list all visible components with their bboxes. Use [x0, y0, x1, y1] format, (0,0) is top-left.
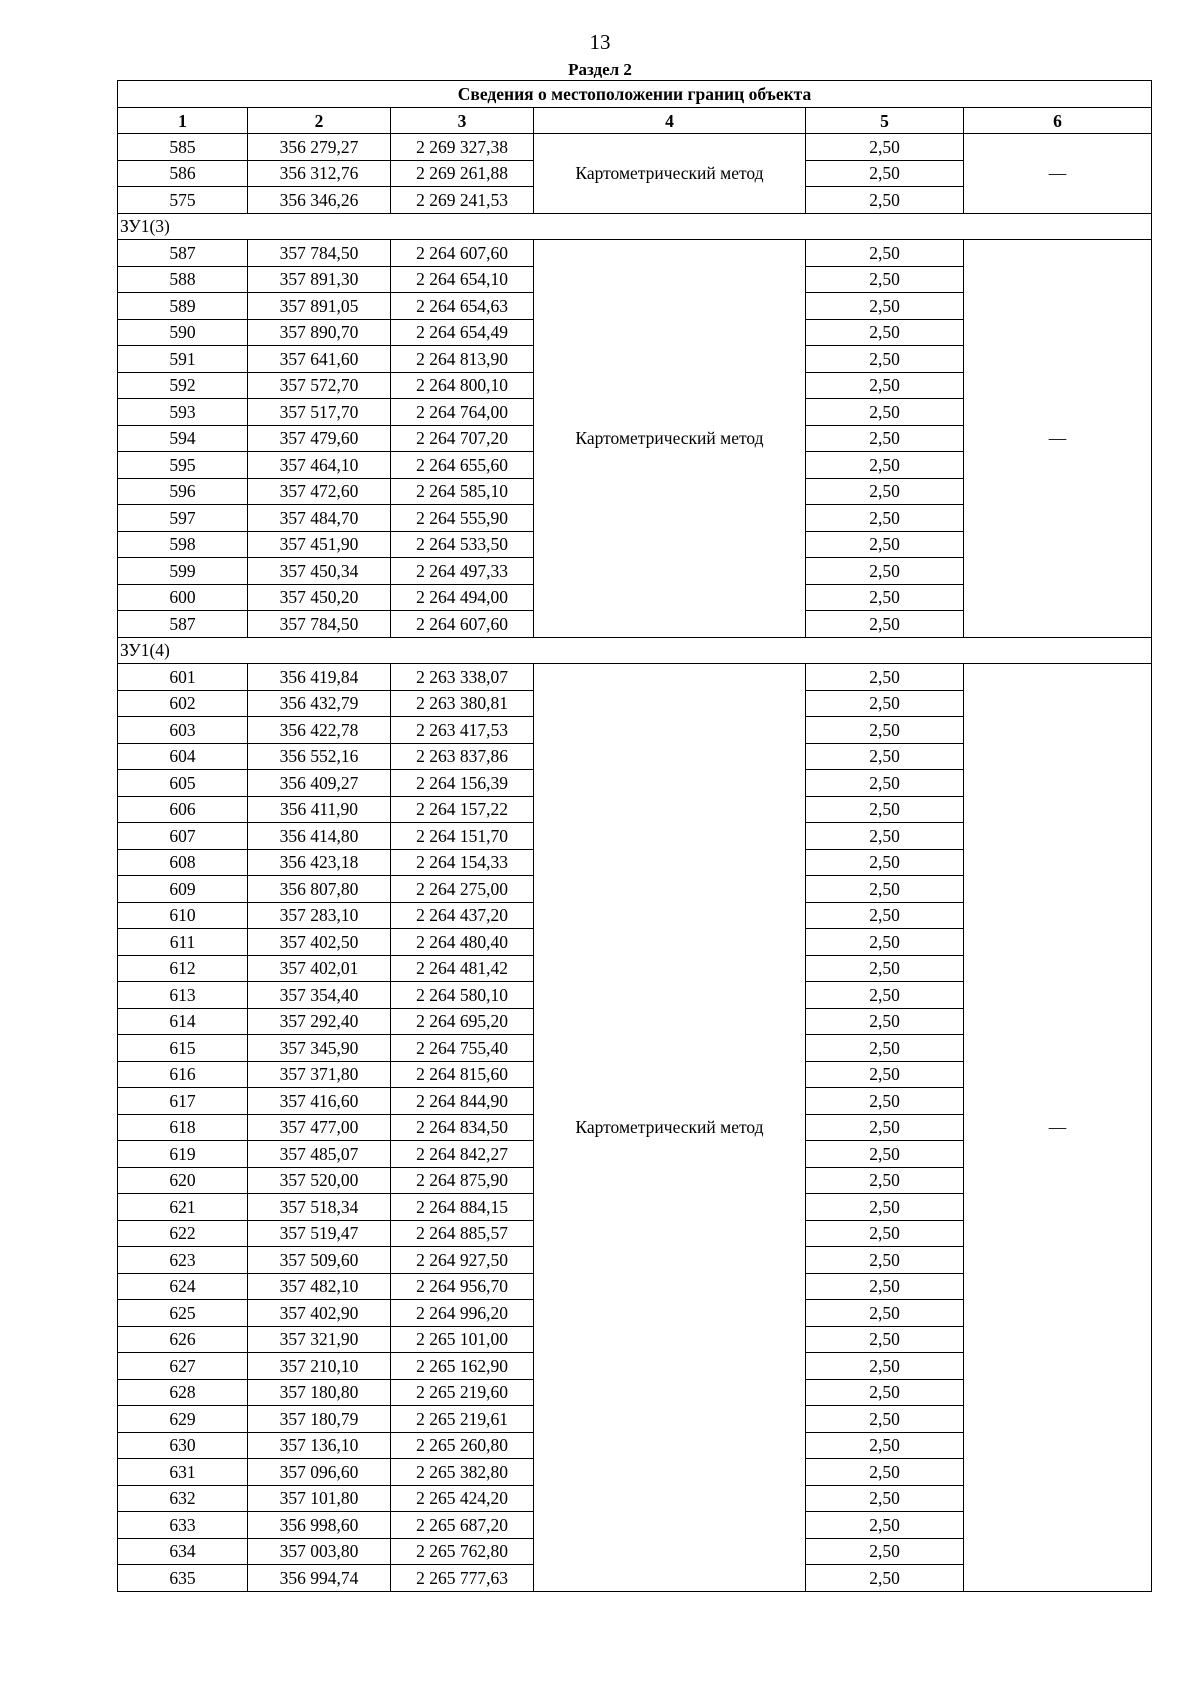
accuracy-value: 2,50 [806, 240, 964, 267]
accuracy-value: 2,50 [806, 1459, 964, 1486]
accuracy-value: 2,50 [806, 849, 964, 876]
point-number: 614 [118, 1008, 248, 1035]
y-coordinate: 2 265 424,20 [391, 1485, 534, 1512]
accuracy-value: 2,50 [806, 1061, 964, 1088]
x-coordinate: 357 477,00 [248, 1114, 391, 1141]
y-coordinate: 2 264 607,60 [391, 611, 534, 638]
accuracy-value: 2,50 [806, 187, 964, 214]
x-coordinate: 357 354,40 [248, 982, 391, 1009]
x-coordinate: 357 096,60 [248, 1459, 391, 1486]
x-coordinate: 357 283,10 [248, 902, 391, 929]
point-number: 622 [118, 1220, 248, 1247]
y-coordinate: 2 264 156,39 [391, 770, 534, 797]
point-number: 594 [118, 425, 248, 452]
accuracy-value: 2,50 [806, 372, 964, 399]
point-number: 624 [118, 1273, 248, 1300]
y-coordinate: 2 265 162,90 [391, 1353, 534, 1380]
point-number: 589 [118, 293, 248, 320]
x-coordinate: 356 552,16 [248, 743, 391, 770]
accuracy-value: 2,50 [806, 902, 964, 929]
accuracy-value: 2,50 [806, 690, 964, 717]
point-number: 599 [118, 558, 248, 585]
table-row [118, 664, 1152, 691]
point-number: 611 [118, 929, 248, 956]
accuracy-value: 2,50 [806, 1406, 964, 1433]
y-coordinate: 2 263 417,53 [391, 717, 534, 744]
y-coordinate: 2 269 261,88 [391, 160, 534, 187]
y-coordinate: 2 264 157,22 [391, 796, 534, 823]
x-coordinate: 356 807,80 [248, 876, 391, 903]
column-number: 4 [534, 108, 806, 134]
y-coordinate: 2 269 241,53 [391, 187, 534, 214]
point-number: 608 [118, 849, 248, 876]
table-body [118, 134, 1152, 1592]
point-number: 627 [118, 1353, 248, 1380]
x-coordinate: 357 402,01 [248, 955, 391, 982]
x-coordinate: 356 423,18 [248, 849, 391, 876]
x-coordinate: 356 411,90 [248, 796, 391, 823]
x-coordinate: 357 518,34 [248, 1194, 391, 1221]
point-number: 600 [118, 584, 248, 611]
accuracy-value: 2,50 [806, 1114, 964, 1141]
point-number: 620 [118, 1167, 248, 1194]
x-coordinate: 357 292,40 [248, 1008, 391, 1035]
point-number: 607 [118, 823, 248, 850]
group-row [118, 637, 1152, 664]
x-coordinate: 356 422,78 [248, 717, 391, 744]
x-coordinate: 357 450,20 [248, 584, 391, 611]
x-coordinate: 357 210,10 [248, 1353, 391, 1380]
x-coordinate: 357 180,79 [248, 1406, 391, 1433]
accuracy-value: 2,50 [806, 1565, 964, 1592]
y-coordinate: 2 265 219,61 [391, 1406, 534, 1433]
accuracy-value: 2,50 [806, 770, 964, 797]
point-number: 629 [118, 1406, 248, 1433]
method-cell: Картометрический метод [534, 134, 806, 214]
point-number: 588 [118, 266, 248, 293]
point-number: 623 [118, 1247, 248, 1274]
point-number: 628 [118, 1379, 248, 1406]
accuracy-value: 2,50 [806, 531, 964, 558]
point-number: 634 [118, 1538, 248, 1565]
y-coordinate: 2 265 777,63 [391, 1565, 534, 1592]
y-coordinate: 2 264 533,50 [391, 531, 534, 558]
x-coordinate: 357 416,60 [248, 1088, 391, 1115]
column-number: 6 [964, 108, 1152, 134]
x-coordinate: 356 432,79 [248, 690, 391, 717]
point-number: 609 [118, 876, 248, 903]
x-coordinate: 357 345,90 [248, 1035, 391, 1062]
y-coordinate: 2 264 275,00 [391, 876, 534, 903]
column-number-row [118, 108, 1152, 134]
x-coordinate: 356 312,76 [248, 160, 391, 187]
point-number: 617 [118, 1088, 248, 1115]
point-number: 612 [118, 955, 248, 982]
x-coordinate: 357 891,05 [248, 293, 391, 320]
x-coordinate: 356 346,26 [248, 187, 391, 214]
table-row [118, 240, 1152, 267]
accuracy-value: 2,50 [806, 1353, 964, 1380]
group-label: ЗУ1(4) [118, 637, 1152, 664]
y-coordinate: 2 264 437,20 [391, 902, 534, 929]
column-number: 1 [118, 108, 248, 134]
y-coordinate: 2 264 480,40 [391, 929, 534, 956]
x-coordinate: 356 409,27 [248, 770, 391, 797]
y-coordinate: 2 263 837,86 [391, 743, 534, 770]
accuracy-value: 2,50 [806, 796, 964, 823]
y-coordinate: 2 264 764,00 [391, 399, 534, 426]
accuracy-value: 2,50 [806, 1432, 964, 1459]
x-coordinate: 357 479,60 [248, 425, 391, 452]
x-coordinate: 357 784,50 [248, 611, 391, 638]
point-number: 625 [118, 1300, 248, 1327]
column-number: 2 [248, 108, 391, 134]
method-cell: Картометрический метод [534, 664, 806, 1592]
y-coordinate: 2 264 151,70 [391, 823, 534, 850]
y-coordinate: 2 264 154,33 [391, 849, 534, 876]
x-coordinate: 357 321,90 [248, 1326, 391, 1353]
y-coordinate: 2 264 815,60 [391, 1061, 534, 1088]
y-coordinate: 2 264 875,90 [391, 1167, 534, 1194]
y-coordinate: 2 264 755,40 [391, 1035, 534, 1062]
accuracy-value: 2,50 [806, 929, 964, 956]
y-coordinate: 2 264 800,10 [391, 372, 534, 399]
y-coordinate: 2 263 380,81 [391, 690, 534, 717]
accuracy-value: 2,50 [806, 1300, 964, 1327]
page-number: 13 [589, 30, 611, 54]
x-coordinate: 357 484,70 [248, 505, 391, 532]
accuracy-value: 2,50 [806, 584, 964, 611]
accuracy-value: 2,50 [806, 1326, 964, 1353]
y-coordinate: 2 264 607,60 [391, 240, 534, 267]
point-number: 586 [118, 160, 248, 187]
x-coordinate: 357 136,10 [248, 1432, 391, 1459]
point-number: 606 [118, 796, 248, 823]
accuracy-value: 2,50 [806, 1485, 964, 1512]
boundary-coordinates-table [117, 80, 1152, 1592]
x-coordinate: 357 482,10 [248, 1273, 391, 1300]
y-coordinate: 2 265 762,80 [391, 1538, 534, 1565]
accuracy-value: 2,50 [806, 266, 964, 293]
accuracy-value: 2,50 [806, 1247, 964, 1274]
y-coordinate: 2 264 813,90 [391, 346, 534, 373]
accuracy-value: 2,50 [806, 346, 964, 373]
y-coordinate: 2 264 654,10 [391, 266, 534, 293]
x-coordinate: 357 101,80 [248, 1485, 391, 1512]
x-coordinate: 357 517,70 [248, 399, 391, 426]
point-number: 575 [118, 187, 248, 214]
accuracy-value: 2,50 [806, 1538, 964, 1565]
y-coordinate: 2 265 219,60 [391, 1379, 534, 1406]
accuracy-value: 2,50 [806, 1035, 964, 1062]
y-coordinate: 2 264 884,15 [391, 1194, 534, 1221]
group-row [118, 213, 1152, 240]
column-6-cell: — [964, 134, 1152, 214]
y-coordinate: 2 264 996,20 [391, 1300, 534, 1327]
point-number: 616 [118, 1061, 248, 1088]
point-number: 605 [118, 770, 248, 797]
point-number: 593 [118, 399, 248, 426]
accuracy-value: 2,50 [806, 955, 964, 982]
point-number: 597 [118, 505, 248, 532]
accuracy-value: 2,50 [806, 664, 964, 691]
column-6-cell: — [964, 664, 1152, 1592]
accuracy-value: 2,50 [806, 1273, 964, 1300]
x-coordinate: 357 519,47 [248, 1220, 391, 1247]
point-number: 615 [118, 1035, 248, 1062]
y-coordinate: 2 264 497,33 [391, 558, 534, 585]
y-coordinate: 2 264 555,90 [391, 505, 534, 532]
x-coordinate: 356 419,84 [248, 664, 391, 691]
point-number: 635 [118, 1565, 248, 1592]
x-coordinate: 357 572,70 [248, 372, 391, 399]
y-coordinate: 2 265 260,80 [391, 1432, 534, 1459]
point-number: 587 [118, 240, 248, 267]
y-coordinate: 2 265 687,20 [391, 1512, 534, 1539]
x-coordinate: 356 279,27 [248, 134, 391, 161]
accuracy-value: 2,50 [806, 717, 964, 744]
point-number: 596 [118, 478, 248, 505]
y-coordinate: 2 264 844,90 [391, 1088, 534, 1115]
point-number: 633 [118, 1512, 248, 1539]
x-coordinate: 356 414,80 [248, 823, 391, 850]
accuracy-value: 2,50 [806, 319, 964, 346]
y-coordinate: 2 264 655,60 [391, 452, 534, 479]
accuracy-value: 2,50 [806, 478, 964, 505]
x-coordinate: 357 402,50 [248, 929, 391, 956]
x-coordinate: 357 003,80 [248, 1538, 391, 1565]
y-coordinate: 2 264 654,49 [391, 319, 534, 346]
y-coordinate: 2 264 580,10 [391, 982, 534, 1009]
point-number: 603 [118, 717, 248, 744]
x-coordinate: 357 402,90 [248, 1300, 391, 1327]
column-6-cell: — [964, 240, 1152, 638]
y-coordinate: 2 264 927,50 [391, 1247, 534, 1274]
point-number: 626 [118, 1326, 248, 1353]
accuracy-value: 2,50 [806, 1008, 964, 1035]
accuracy-value: 2,50 [806, 134, 964, 161]
point-number: 619 [118, 1141, 248, 1168]
x-coordinate: 357 450,34 [248, 558, 391, 585]
accuracy-value: 2,50 [806, 558, 964, 585]
accuracy-value: 2,50 [806, 1194, 964, 1221]
y-coordinate: 2 264 585,10 [391, 478, 534, 505]
point-number: 630 [118, 1432, 248, 1459]
point-number: 590 [118, 319, 248, 346]
point-number: 604 [118, 743, 248, 770]
point-number: 631 [118, 1459, 248, 1486]
accuracy-value: 2,50 [806, 743, 964, 770]
x-coordinate: 356 998,60 [248, 1512, 391, 1539]
accuracy-value: 2,50 [806, 611, 964, 638]
y-coordinate: 2 263 338,07 [391, 664, 534, 691]
column-number: 3 [391, 108, 534, 134]
y-coordinate: 2 264 842,27 [391, 1141, 534, 1168]
accuracy-value: 2,50 [806, 399, 964, 426]
y-coordinate: 2 264 481,42 [391, 955, 534, 982]
y-coordinate: 2 264 695,20 [391, 1008, 534, 1035]
x-coordinate: 357 890,70 [248, 319, 391, 346]
accuracy-value: 2,50 [806, 293, 964, 320]
point-number: 585 [118, 134, 248, 161]
y-coordinate: 2 264 494,00 [391, 584, 534, 611]
point-number: 621 [118, 1194, 248, 1221]
accuracy-value: 2,50 [806, 1141, 964, 1168]
accuracy-value: 2,50 [806, 1512, 964, 1539]
section-title: Раздел 2 [568, 60, 632, 79]
accuracy-value: 2,50 [806, 1167, 964, 1194]
y-coordinate: 2 264 654,63 [391, 293, 534, 320]
accuracy-value: 2,50 [806, 982, 964, 1009]
accuracy-value: 2,50 [806, 425, 964, 452]
x-coordinate: 357 891,30 [248, 266, 391, 293]
x-coordinate: 357 520,00 [248, 1167, 391, 1194]
point-number: 601 [118, 664, 248, 691]
x-coordinate: 357 485,07 [248, 1141, 391, 1168]
point-number: 602 [118, 690, 248, 717]
accuracy-value: 2,50 [806, 505, 964, 532]
y-coordinate: 2 265 382,80 [391, 1459, 534, 1486]
accuracy-value: 2,50 [806, 160, 964, 187]
x-coordinate: 357 371,80 [248, 1061, 391, 1088]
point-number: 595 [118, 452, 248, 479]
accuracy-value: 2,50 [806, 452, 964, 479]
column-number: 5 [806, 108, 964, 134]
point-number: 618 [118, 1114, 248, 1141]
point-number: 598 [118, 531, 248, 558]
accuracy-value: 2,50 [806, 1088, 964, 1115]
table-caption: Сведения о местоположении границ объекта [118, 81, 1152, 108]
point-number: 610 [118, 902, 248, 929]
x-coordinate: 357 509,60 [248, 1247, 391, 1274]
y-coordinate: 2 264 885,57 [391, 1220, 534, 1247]
method-cell: Картометрический метод [534, 240, 806, 638]
point-number: 613 [118, 982, 248, 1009]
x-coordinate: 356 994,74 [248, 1565, 391, 1592]
x-coordinate: 357 641,60 [248, 346, 391, 373]
x-coordinate: 357 464,10 [248, 452, 391, 479]
x-coordinate: 357 180,80 [248, 1379, 391, 1406]
accuracy-value: 2,50 [806, 823, 964, 850]
group-label: ЗУ1(3) [118, 213, 1152, 240]
point-number: 587 [118, 611, 248, 638]
y-coordinate: 2 264 834,50 [391, 1114, 534, 1141]
y-coordinate: 2 265 101,00 [391, 1326, 534, 1353]
point-number: 592 [118, 372, 248, 399]
point-number: 632 [118, 1485, 248, 1512]
accuracy-value: 2,50 [806, 876, 964, 903]
table-row [118, 134, 1152, 161]
y-coordinate: 2 264 707,20 [391, 425, 534, 452]
point-number: 591 [118, 346, 248, 373]
x-coordinate: 357 784,50 [248, 240, 391, 267]
y-coordinate: 2 264 956,70 [391, 1273, 534, 1300]
y-coordinate: 2 269 327,38 [391, 134, 534, 161]
x-coordinate: 357 451,90 [248, 531, 391, 558]
accuracy-value: 2,50 [806, 1379, 964, 1406]
accuracy-value: 2,50 [806, 1220, 964, 1247]
x-coordinate: 357 472,60 [248, 478, 391, 505]
